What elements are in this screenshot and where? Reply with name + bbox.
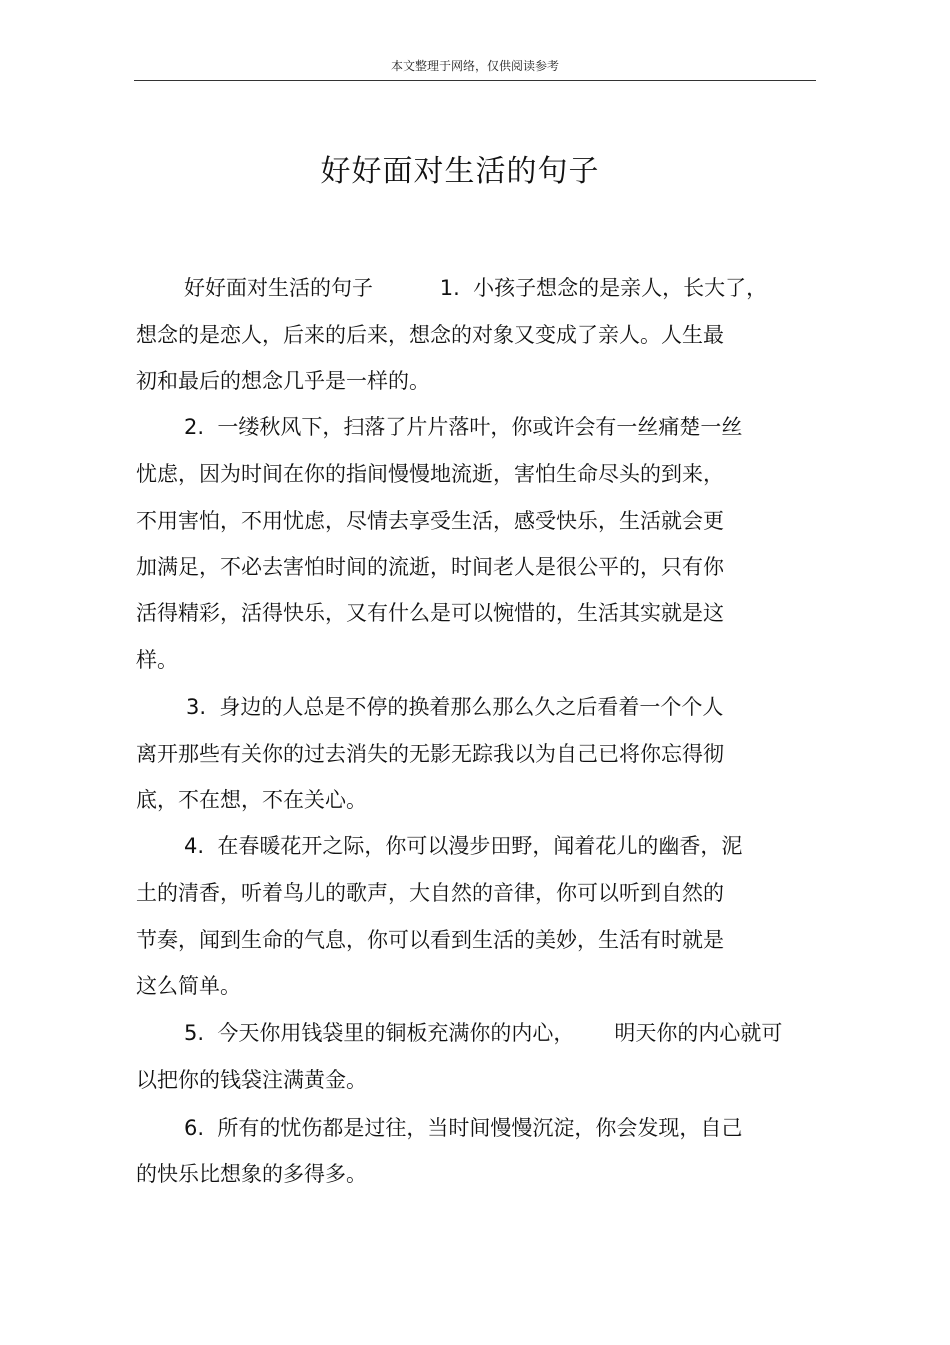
text-line: 2. 一缕秋风下，扫落了片片落叶，你或许会有一丝痛楚一丝 [184, 415, 743, 439]
text-line: 底，不在想，不在关心。 [136, 788, 367, 812]
text-line: 3. 身边的人总是不停的换着那么那么久之后看着一个个人 [186, 695, 724, 719]
text-line: 离开那些有关你的过去消失的无影无踪我以为自己已将你忘得彻 [136, 742, 724, 766]
text-line: 节奏，闻到生命的气息，你可以看到生活的美妙，生活有时就是 [136, 928, 724, 952]
text-line: 忧虑，因为时间在你的指间慢慢地流逝，害怕生命尽头的到来， [136, 462, 724, 486]
text-line: 想念的是恋人，后来的后来，想念的对象又变成了亲人。人生最 [136, 323, 724, 347]
text-line: 4. 在春暖花开之际，你可以漫步田野，闻着花儿的幽香，泥 [184, 834, 743, 858]
text-line: 这么简单。 [136, 974, 241, 998]
text-line: 样。 [136, 648, 178, 672]
text-line: 以把你的钱袋注满黄金。 [136, 1068, 367, 1092]
document-title: 好好面对生活的句子 [320, 154, 600, 189]
text-line: 的快乐比想象的多得多。 [136, 1162, 367, 1186]
text-line: 5. 今天你用钱袋里的铜板充满你的内心， 明天你的内心就可 [184, 1021, 783, 1045]
text-line: 不用害怕，不用忧虑，尽情去享受生活，感受快乐，生活就会更 [136, 509, 724, 533]
header-divider [134, 80, 816, 81]
page-header-note: 本文整理于网络，仅供阅读参考 [390, 59, 559, 73]
text-line: 6. 所有的忧伤都是过往，当时间慢慢沉淀，你会发现，自己 [184, 1116, 743, 1140]
text-line: 加满足，不必去害怕时间的流逝，时间老人是很公平的，只有你 [136, 555, 724, 579]
text-line: 初和最后的想念几乎是一样的。 [136, 369, 430, 393]
text-line: 活得精彩，活得快乐，又有什么是可以惋惜的，生活其实就是这 [136, 601, 724, 625]
text-line: 土的清香，听着鸟儿的歌声，大自然的音律，你可以听到自然的 [136, 881, 724, 905]
text-line: 好好面对生活的句子 1. 小孩子想念的是亲人，长大了， [184, 276, 768, 300]
